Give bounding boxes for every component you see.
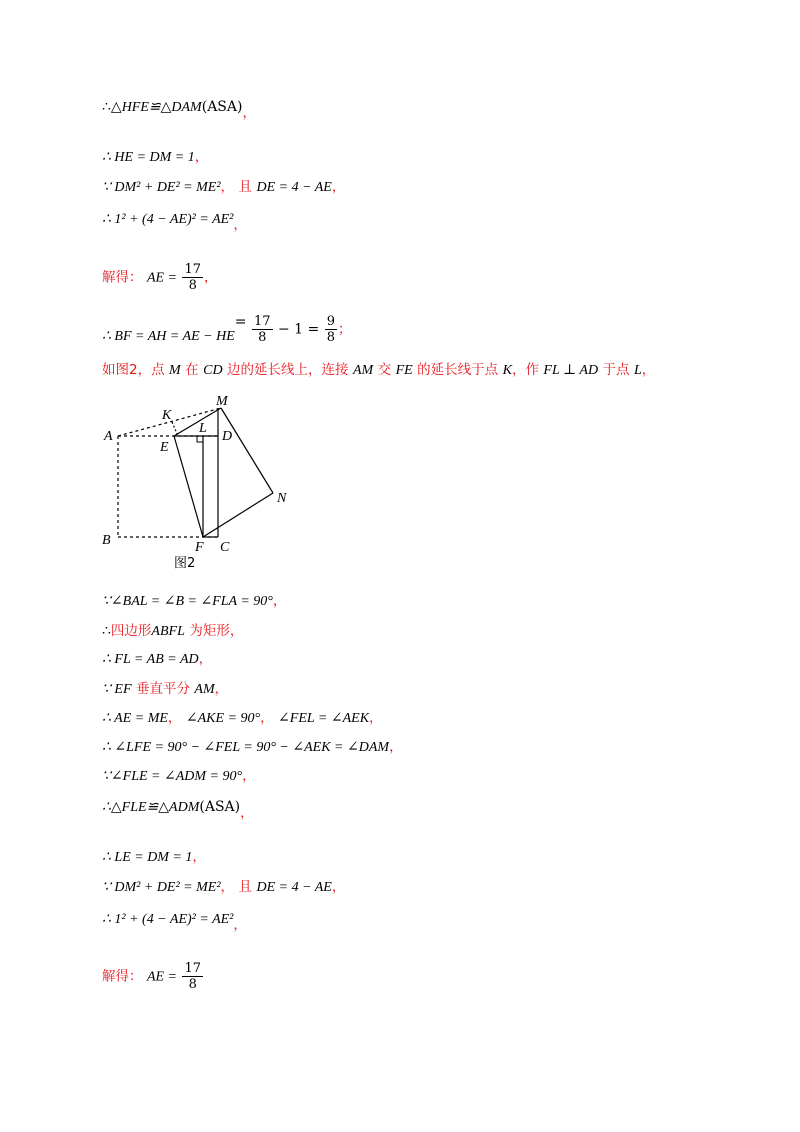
- perpendicular-bisector: ∵ EF 垂直平分 AM，: [102, 681, 229, 697]
- le-equals-dm: ∴ LE = DM = 1，: [102, 849, 206, 865]
- segment-em: [174, 408, 221, 436]
- right-angle-mark: [197, 436, 203, 442]
- label-m: M: [216, 394, 228, 409]
- rectangle-abfl: ∴四边形ABFL 为矩形，: [102, 623, 244, 639]
- label-k: K: [162, 408, 172, 423]
- segment-ke: [172, 422, 178, 436]
- label-b: B: [102, 533, 111, 548]
- equation-2: ∴ 1² + (4 − AE)² = AE²，: [102, 912, 247, 933]
- angles-fle-adm: ∵∠FLE = ∠ADM = 90°，: [102, 768, 256, 784]
- he-equals-dm: ∴ HE = DM = 1，: [102, 149, 209, 165]
- angles-90: ∵∠BAL = ∠B = ∠FLA = 90°，: [102, 593, 287, 609]
- segment-ef: [174, 436, 203, 537]
- pythagoras-statement-2: ∵ DM² + DE² = ME²， 且 DE = 4 − AE，: [102, 879, 346, 895]
- angle-chain: ∴ ∠LFE = 90° − ∠FEL = 90° − ∠AEK = ∠DAM，: [102, 739, 403, 755]
- label-n: N: [277, 491, 287, 506]
- figure2-intro: 如图2，点 M 在 CD 边的延长线上，连接 AM 交 FE 的延长线于点 K，作 FL ⊥ AD 于点 L，: [102, 362, 656, 378]
- segment-mn: [221, 408, 273, 493]
- label-e: E: [160, 440, 169, 455]
- solution-2: 解得： AE = $\frac{17}{8}$: [102, 961, 202, 992]
- figure-caption: 图2: [174, 556, 196, 571]
- equation-1: ∴ 1² + (4 − AE)² = AE²，: [102, 212, 247, 233]
- bf-calculation: ∴ BF = AH = AE − HE= $\frac{17}{8}$ − 1 = $\frac{9}{8}$ ；: [102, 313, 352, 345]
- label-f: F: [195, 540, 204, 555]
- label-a: A: [104, 429, 113, 444]
- pythagoras-statement-1: ∵ DM² + DE² = ME²， 且 DE = 4 − AE，: [102, 179, 346, 195]
- congruence-hfe-dam: ∴△HFE≌△DAM(ASA)，: [102, 99, 256, 121]
- label-d: D: [222, 429, 233, 444]
- ae-equals-me: ∴ AE = ME， ∠AKE = 90°， ∠FEL = ∠AEK，: [102, 710, 383, 726]
- fl-equals-ab: ∴ FL = AB = AD，: [102, 651, 213, 667]
- geometry-figure-2: [100, 392, 300, 572]
- solution-1: 解得： AE = $\frac{17}{8}$ ，: [102, 262, 218, 293]
- congruence-fle-adm: ∴△FLE≌△ADM(ASA)，: [102, 799, 254, 821]
- label-l: L: [199, 421, 207, 436]
- segment-fn: [203, 493, 273, 537]
- label-c: C: [220, 540, 230, 555]
